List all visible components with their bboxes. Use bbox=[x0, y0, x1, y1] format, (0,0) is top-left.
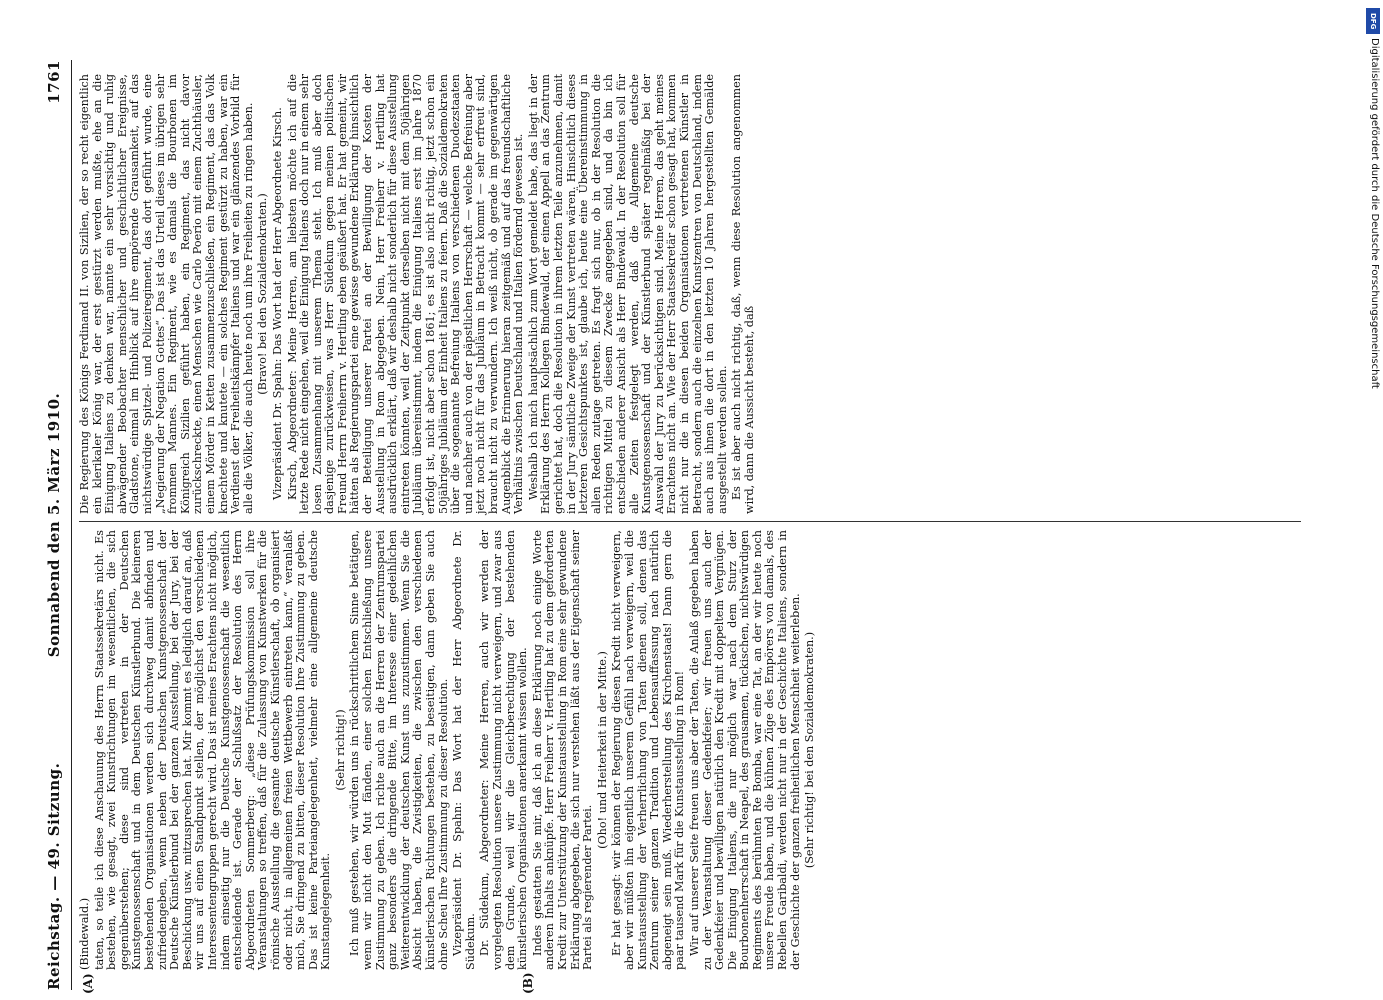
paragraph: Indes gestatten Sie mir, daß ich an diese Erklärung noch einige Worte anderen Inhalts anknüpfe. Herr Freiherr v. Hertling hat zu dem geforderten Kredit zur Unterstützung der Kunstausstellung in Rom eine sehr gewundene Erklärung abgegeben, die sich nur verstehen läßt aus der Eigenschaft seiner Partei als regierender Partei. bbox=[530, 530, 595, 970]
paragraph: Wir auf unserer Seite freuen uns aber der Taten, die Anlaß gegeben haben zu der Veranstaltung dieser Gedenkfeier; wir freuen uns auch der Gedenkfeier und bewilligen natürlich den Kredit mit doppeltem Vergnügen. Die Einigung Italiens, die nur möglich war nach dem Sturz der Bourbonenherrschaft in Neapel, des grausamen, tückischen, nichtswürdigen Regiments des berühmten Re Bomba, war eine Tat, an der wir heute noch unsere Freude haben, und die kühnen Züge des Empörers von damals, des Rebellen Garibaldi, werden nicht nur in der Geschichte Italiens, sondern in der Geschichte der ganzen freiheitlichen Menschheit weiterleben. bbox=[687, 530, 802, 970]
interjection: (Oho! und Heiterkeit in der Mitte.) bbox=[595, 651, 609, 849]
speaker-note: (Bindewald.) bbox=[78, 897, 91, 970]
paragraph: Weshalb ich mich hauptsächlich zum Wort gemeldet habe, das liegt in der Erklärung des Herrn Kollegen Bindewald, der einen Appell an das Zentrum gerichtet hat, doch die Resolution in ihrem letzten Teile anzunehmen, damit in der Jury sämtliche Zweige der Kunst vertreten wären. Hinsichtlich dieses letzteren Gesichtspunktes ist, glaube ich, heute eine Übereinstimmung in allen Reden zutage getreten. Es fragt sich nur, ob in der Resolution die richtigen Mittel zu diesem Zwecke angegeben sind, und da bin ich entschieden anderer Ansicht als Herr Bindewald. In der Resolution soll für alle Zeiten festgelegt werden, daß die Allgemeine deutsche Kunstgenossenschaft und der Künstlerbund später regelmäßig bei der Auswahl der Jury zu berücksichtigen sind. Meine Herren, das geht meines Erachtens nicht an. Wie der Herr Staatssekretär schon gesagt hat, kommen nicht nur die in diesen beiden Organisationen vertretenen Künstler in Betracht, sondern auch die einzelnen Kunstzentren von Deutschland, indem auch aus ihnen die dort in den letzten 10 Jahren hergestellten Gemälde ausgestellt werden sollen. bbox=[526, 74, 729, 514]
page-number: 1761 bbox=[45, 60, 63, 104]
speaker-line: Vizepräsident Dr. Spahn: Das Wort hat der Herr Abgeordnete Dr. Südekum. bbox=[451, 530, 477, 970]
column-divider bbox=[79, 521, 1301, 522]
right-column bbox=[79, 74, 758, 514]
dfg-logo: DFG bbox=[1366, 8, 1380, 34]
interjection: (Sehr richtig!) bbox=[333, 709, 347, 791]
paragraph: Die Regierung des Königs Ferdinand II. von Sizilien, der so recht eigentlich ein klerikaler König war, der erst gestürzt werden mußte, ehe an die Einigung Italiens zu denken war, nannte ein sehr vorsichtig und ruhig abwägender Beobachter menschlicher und geschichtlicher Ereignisse, Gladstone, einmal im Hinblick auf ihre empörende Grausamkeit, auf das nichtswürdige Spitzel- und Polizeiregiment, das dort geführt wurde, eine „Negierung der Negation Gottes“. Das ist das Urteil dieses im übrigen sehr frommen Mannes. Ein Regiment, wie es damals die Bourbonen im Königreich Sizilien geführt haben, ein Regiment, das nicht davor zurückschreckte, einen Menschen wie Carlo Poerio mit einem Zuchthäusler, einem Mörder in Ketten zusammenzuschließen, ein Regiment, das das Volk knechtete und knutete — ein solches Regiment gestürzt zu haben, war ein Verdienst der Freiheitskämpfer Italiens und war ein glänzendes Vorbild für alle die Völker, die auch heute noch um ihre Freiheiten zu ringen haben. bbox=[78, 74, 255, 514]
interjection: (Sehr richtig! bei den Sozialdemokraten.) bbox=[803, 631, 817, 869]
interjection: (Bravo! bei den Sozialdemokraten.) bbox=[256, 193, 270, 395]
header-left: Reichstag. — 49. Sitzung. bbox=[45, 762, 63, 990]
credit-text: Digitalisierung gefördert durch die Deutsche Forschungsgemeinschaft bbox=[1369, 38, 1380, 389]
left-column bbox=[79, 530, 819, 970]
rotated-page bbox=[41, 50, 1341, 1000]
page-header bbox=[45, 60, 67, 990]
paragraph: Ich muß gestehen, wir würden uns in rückschrittlichem Sinne betätigen, wenn wir nicht den Mut fänden, einer solchen Entschließung unsere Zustimmung zu geben. Ich richte auch an die Herren der Zentrumspartei ganz besonders die dringende Bitte, im Interesse einer gedeihlichen Weiterentwicklung der deutschen Kunst uns zuzustimmen. Wenn Sie die Absicht haben, die Zwistigkeiten, die zwischen den verschiedenen künstlerischen Richtungen bestehen, zu beseitigen, dann geben Sie auch ohne Scheu Ihre Zustimmung zu dieser Resolution. bbox=[348, 530, 450, 970]
header-date: Sonnabend den 5. März 1910. bbox=[45, 392, 63, 658]
paragraph: Es ist aber auch nicht richtig, daß, wenn diese Resolution angenommen wird, dann die Aussicht besteht, daß bbox=[730, 74, 756, 514]
speaker-line: Vizepräsident Dr. Spahn: Das Wort hat der Herr Abgeordnete Kirsch. bbox=[270, 107, 284, 500]
header-rule bbox=[71, 60, 72, 990]
paragraph: Er hat gesagt: wir können der Regierung diesen Kredit nicht verweigern, aber wir müßten ihn eigentlich unserem Gefühl nach verweigern, weil die Kunstausstellung der Verherrlichung von Taten dienen soll, denen das Zentrum seiner ganzen Tradition und Lebensauffassung nach natürlich abgeneigt sein muß. Wiederherstellung des Kirchenstaats! Dann gern die paar tausend Mark für die Kunstausstellung in Rom! bbox=[610, 530, 687, 970]
paragraph: taten, so teile ich diese Anschauung des Herrn Staatssekretärs nicht. Es bestehen, wie gesagt, zwei Kunstrichtungen im wesentlichen, die sich gegenüberstehen; diese sind vertreten in der Deutschen Kunstgenossenschaft und in dem Deutschen Künstlerbund. Die kleineren bestehenden Organisationen werden sich durchweg damit abfinden und zufriedengeben, wenn neben der Deutschen Kunstgenossenschaft der Deutsche Künstlerbund bei der ganzen Ausstellung, bei der Jury, bei der Beschickung usw. mitzusprechen hat. Mir kommt es lediglich darauf an, daß wir uns auf einen Standpunkt stellen, der möglichst den verschiedenen Interessentengruppen gerecht wird. Das ist meines Erachtens nicht möglich, indem einseitig nur die Deutsche Kunstgenossenschaft die wesentlich entscheidende ist. Gerade der Schlußsatz der Resolution des Herrn Abgeordneten Sommerberg: „diese Prüfungskommission soll ihre Veranstaltungen so treffen, daß für die Zulassung von Kunstwerken für die römische Ausstellung die gesamte deutsche Künstlerschaft, ob organisiert oder nicht, in allgemeinen freien Wettbewerb eintreten kann,“ veranlaßt mich, Sie dringend zu bitten, dieser Resolution Ihre Zustimmung zu geben. Das ist keine Parteiangelegenheit, vielmehr eine allgemeine deutsche Kunstangelegenheit. bbox=[92, 530, 333, 970]
marker-b: (B) bbox=[521, 972, 535, 994]
paragraph: Kirsch, Abgeordneter: Meine Herren, am liebsten möchte ich auf die letzte Rede nicht eingehen, weil die Einigung Italiens doch nur in einem sehr losen Zusammenhang mit unserem Thema steht. Ich muß aber doch dasjenige zurückweisen, was Herr Südekum gegen meinen politischen Freund Herrn Freiherrn v. Hertling eben geäußert hat. Er hat gemeint, wir hätten als Regierungspartei eine gewisse gewundene Erklärung hinsichtlich der Beteiligung unserer Partei an der Bewilligung der Kosten der Ausstellung in Rom abgegeben. Nein, Herr Freiherr v. Hertling hat ausdrücklich erklärt, daß wir deshalb nicht sonderlich für diese Ausstellung eintreten könnten, weil der Zeitpunkt derselben nicht mit dem 50jährigen Jubiläum übereinstimmt, indem die Einigung Italiens erst im Jahre 1870 erfolgt ist, nicht aber schon 1861; es ist also nicht richtig, jetzt schon ein 50jähriges Jubiläum der Einheit Italiens zu feiern. Daß die Sozialdemokraten über die sogenannte Befreiung Italiens von verschiedenen Duodezstaaten und nachher auch von der päpstlichen Herrschaft — welche Befreiung aber jetzt noch nicht für das Jubiläum in Betracht kommt — sehr erfreut sind, braucht nicht zu verwundern. Ich weiß nicht, ob gerade im gegenwärtigen Augenblick die Erinnerung hieran zeitgemäß und auf das freundschaftliche Verhältnis zwischen Deutschland und Italien fördernd gewesen ist. bbox=[285, 74, 526, 514]
digitization-credit bbox=[1366, 8, 1380, 768]
marker-a: (A) bbox=[81, 973, 95, 994]
paragraph: Dr. Südekum, Abgeordneter: Meine Herren, auch wir werden der vorgelegten Resolution unsere Zustimmung nicht verweigern, und zwar aus dem Grunde, weil wir die Gleichberechtigung der bestehenden künstlerischen Organisationen anerkannt wissen wollen. bbox=[478, 530, 530, 970]
